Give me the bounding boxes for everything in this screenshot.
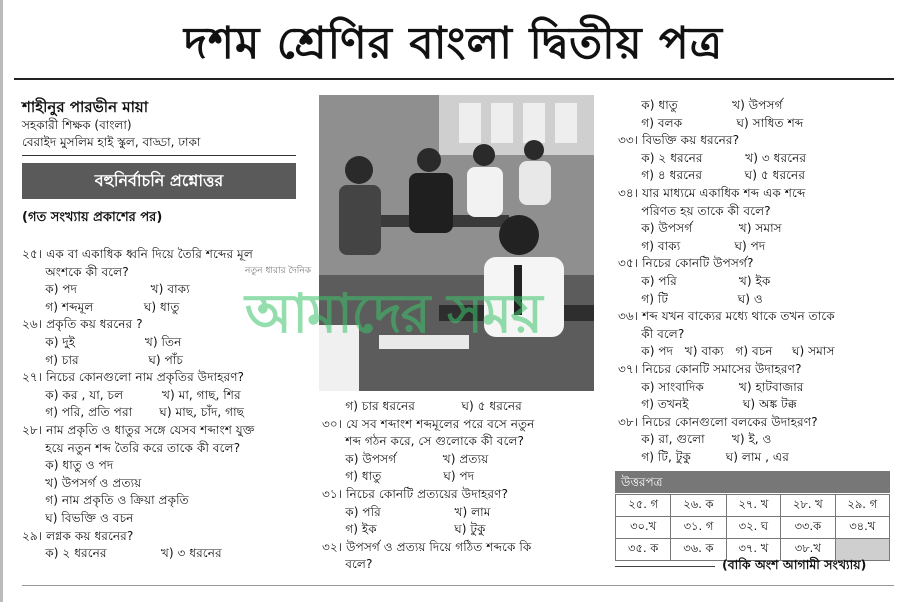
page-edge — [0, 0, 3, 602]
question-line: গ) ইক ঘ) টুকু — [322, 522, 486, 537]
title-divider — [14, 78, 894, 80]
question-line: শব্দ গঠন করে, সে গুলোকে কী বলে? — [322, 434, 525, 449]
question-line: ক) দুই খ) তিন — [22, 334, 182, 349]
answer-cell: ২৫. গ — [616, 495, 671, 517]
question-line: খ) উপসর্গ ও প্রত্যয় — [22, 475, 142, 490]
author-name: শাহীনুর পারভীন মায়া — [22, 98, 149, 116]
answer-cell: ৩৪.খ — [835, 517, 889, 539]
question-line: ৩৭। নিচের কোনটি সমাসের উদাহরণ? — [618, 361, 802, 376]
section-header: বহুনির্বাচনি প্রশ্নোত্তর — [22, 163, 296, 199]
answer-cell: ৩০.খ — [616, 517, 671, 539]
question-line: পরিণত হয় তাকে কী বলে? — [618, 203, 771, 218]
question-line: কী বলে? — [618, 326, 685, 341]
question-line: ৩৫। নিচের কোনটি উপসর্গ? — [618, 256, 754, 271]
question-line: ক) ধাতু খ) উপসর্গ — [618, 98, 783, 112]
question-line: অংশকে কী বলে? — [22, 264, 129, 279]
answer-cell: ৩৬. ক — [671, 539, 726, 561]
question-line: ক) সাংবাদিক খ) হাটবাজার — [618, 379, 804, 394]
question-line: গ) ধাতু ঘ) পদ — [322, 469, 475, 484]
answer-cell: ৩৫. ক — [616, 539, 671, 561]
question-line: ৩৬। শব্দ যখন বাক্যের মধ্যে থাকে তখন তাকে — [618, 309, 835, 324]
answer-cell: ২৬. ক — [671, 495, 726, 517]
question-line: ক) উপসর্গ খ) প্রত্যয় — [322, 451, 489, 466]
question-line: গ) চার ঘ) পাঁচ — [22, 352, 183, 367]
watermark-logo: আমাদের সময় — [245, 281, 542, 345]
question-line: ক) ২ ধরনের খ) ৩ ধরনের — [618, 150, 807, 165]
question-line: ক) পদ খ) বাক্য — [22, 282, 190, 297]
question-line: গ) পরি, প্রতি পরা ঘ) মাছ, চাঁদ, গাছ — [22, 405, 245, 420]
watermark-tagline: নতুন ধারার দৈনিক — [245, 266, 311, 276]
question-line: ৩১। নিচের কোনটি প্রত্যয়ের উদাহরণ? — [322, 486, 508, 501]
question-line: গ) চার ধরনের ঘ) ৫ ধরনের — [322, 399, 522, 413]
answer-cell: ২৮. খ — [781, 495, 835, 517]
question-line: ২৭। নিচের কোনগুলো নাম প্রকৃতির উদাহরণ? — [22, 370, 245, 385]
answer-cell: ৩৮.খ — [781, 539, 835, 561]
question-line: ক) ২ ধরনের খ) ৩ ধরনের — [22, 546, 222, 561]
author-designation: সহকারী শিক্ষক (বাংলা) — [22, 118, 132, 132]
question-line: ঘ) বিভক্তি ও বচন — [22, 510, 134, 525]
question-line: গ) শব্দমূল ঘ) ধাতু — [22, 299, 180, 314]
question-line: ২৮। নাম প্রকৃতি ও ধাতুর সঙ্গে যেসব শব্দাংশ যুক্ত — [22, 422, 255, 437]
answer-cell: ৩৭. খ — [726, 539, 780, 561]
question-line: ৩০। যে সব শব্দাংশ শব্দমূলের পরে বসে নতুন — [322, 416, 535, 431]
remaining-note: (বাকি অংশ আগামী সংখ্যায়) — [722, 557, 867, 572]
answer-cell: ৩২. ঘ — [726, 517, 780, 539]
question-line: গ) বলক ঘ) সাধিত শব্দ — [618, 115, 804, 130]
question-line: ক) পরি খ) ইক — [618, 273, 771, 288]
question-line: ৩৪। যার মাধ্যমে একাধিক শব্দ এক শব্দে — [618, 185, 806, 200]
question-line: ৩৮। নিচের কোনগুলো বলকের উদাহরণ? — [618, 414, 818, 429]
question-line: ক) পদ খ) বাক্য গ) বচন ঘ) সমাস — [618, 344, 835, 359]
question-line: ক) ধাতু ও পদ — [22, 458, 114, 473]
author-school: বেরাইদ মুসলিম হাই স্কুল, বাড্ডা, ঢাকা — [22, 135, 201, 149]
answer-row — [616, 495, 890, 517]
remaining-divider — [615, 566, 715, 567]
answer-sheet-table — [615, 494, 890, 561]
question-line: ক) রা, গুলো খ) ই, ও — [618, 432, 772, 447]
question-line: গ) বাক্য ঘ) পদ — [618, 238, 766, 253]
question-line: হয়ে নতুন শব্দ তৈরি করে তাকে কী বলে? — [22, 440, 241, 455]
answer-cell: ২৭. খ — [726, 495, 780, 517]
question-line: গ) নাম প্রকৃতি ও ক্রিয়া প্রকৃতি — [22, 493, 189, 508]
question-line: ৩২। উপসর্গ ও প্রত্যয় দিয়ে গঠিত শব্দকে কি — [322, 539, 532, 554]
answer-cell: ২৯. গ — [835, 495, 889, 517]
question-line: ক) কর , যা, চল খ) মা, গাছ, শির — [22, 387, 241, 402]
answer-cell: ৩৩.ক — [781, 517, 835, 539]
question-line: ক) উপসর্গ খ) সমাস — [618, 221, 782, 236]
question-line: ২৯। লগ্নক কয় ধরনের? — [22, 528, 134, 543]
answer-sheet-title: উত্তরপত্র — [615, 471, 890, 493]
question-line: গ) টি, টুকু ঘ) লাম , এর — [618, 449, 789, 464]
page-title: দশম শ্রেণির বাংলা দ্বিতীয় পত্র — [183, 18, 724, 69]
section-divider — [22, 155, 296, 156]
continued-note: (গত সংখ্যায় প্রকাশের পর) — [22, 210, 163, 225]
question-line: ক) পরি খ) লাম — [322, 504, 491, 519]
questions-column-3 — [618, 97, 903, 466]
question-line: গ) তখনই ঘ) অঙ্ক টক্ক — [618, 397, 797, 412]
question-line: ৩৩। বিভক্তি কয় ধরনের? — [618, 133, 740, 148]
bottom-divider — [22, 585, 894, 586]
question-line: গ) টি ঘ) ও — [618, 291, 763, 306]
question-line: গ) ৪ ধরনের ঘ) ৫ ধরনের — [618, 168, 806, 183]
answer-cell: ৩১. গ — [671, 517, 726, 539]
question-line: বলে? — [322, 557, 373, 572]
answer-row — [616, 517, 890, 539]
questions-column-2 — [322, 398, 612, 574]
question-line: ২৫। এক বা একাধিক ধ্বনি দিয়ে তৈরি শব্দের মূল — [22, 247, 253, 261]
question-line: ২৬। প্রকৃতি কয় ধরনের ? — [22, 317, 143, 332]
